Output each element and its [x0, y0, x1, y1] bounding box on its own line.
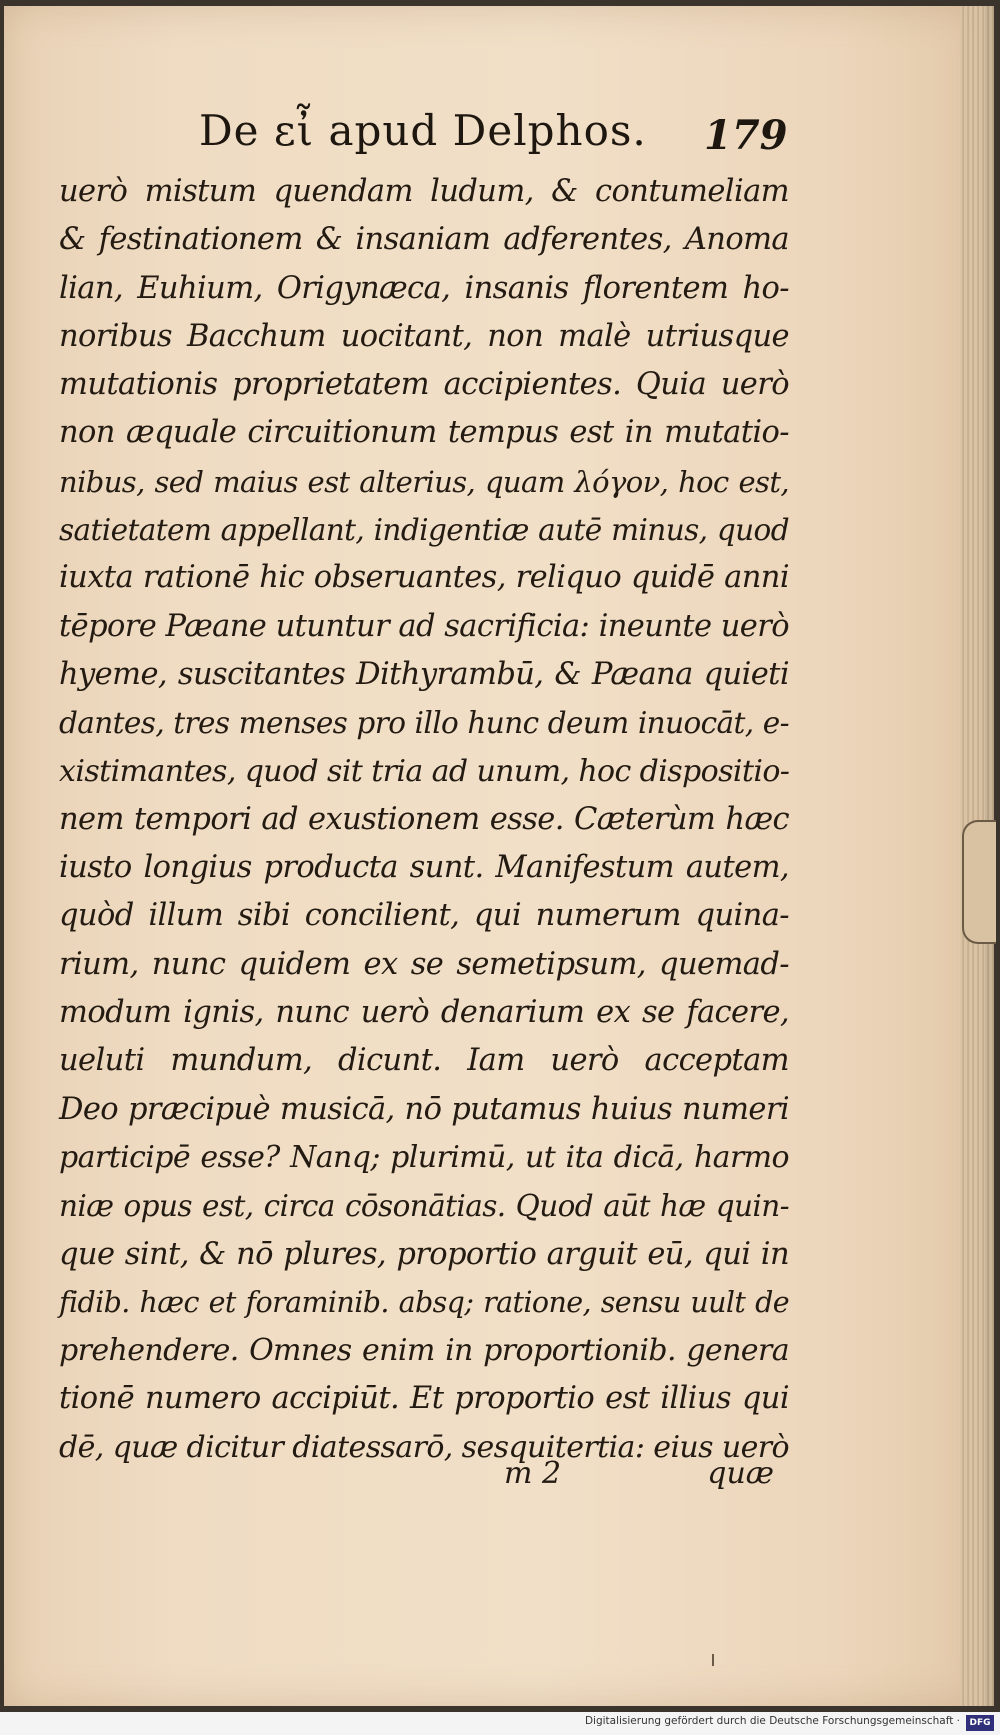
text-line: tēpore Pæane utuntur ad sacrificia: ineunte uerò	[59, 608, 789, 644]
text-line: lian, Euhium, Origynæca, insanis florentem ho-	[59, 270, 789, 306]
text-line: satietatem appellant, indigentiæ autē minus, quod	[59, 513, 789, 548]
text-line: fidib. hæc et foraminib. absq; ratione, sensu uult de	[59, 1285, 789, 1319]
text-line: iuxta rationē hic obseruantes, reliquo quidē anni	[59, 560, 789, 596]
text-line: mutationis proprietatem accipientes. Quia uerò	[59, 367, 789, 403]
page-number: 179	[704, 112, 788, 159]
text-line: xistimantes, quod sit tria ad unum, hoc dispositio-	[59, 753, 790, 789]
text-block	[59, 168, 789, 1472]
text-line: niæ opus est, circa cōsonātias. Quod aūt hæ quin-	[59, 1189, 789, 1224]
text-line: dantes, tres menses pro illo hunc deum inuocāt, e-	[59, 706, 789, 741]
text-line: quòd illum sibi concilient, qui numerum quina-	[59, 898, 789, 934]
text-line: dē, quæ dicitur diatessarō, sesquitertia: eius uerò	[59, 1429, 789, 1465]
signature-row	[504, 1456, 774, 1500]
text-line: rium, nunc quidem ex se semetipsum, quemad-	[59, 946, 789, 982]
dfg-logo: DFG	[966, 1715, 994, 1731]
signature-mark: m 2	[504, 1456, 562, 1491]
text-line: non æquale circuitionum tempus est in mutatio-	[59, 415, 789, 451]
text-line: & festinationem & insaniam adferentes, Anoma	[59, 222, 789, 258]
footer-bar	[0, 1712, 1000, 1735]
text-line: prehendere. Omnes enim in proportionib. genera	[59, 1333, 789, 1369]
text-line: que sint, & nō plures, proportio arguit eū, qui in	[59, 1236, 789, 1272]
text-line: iusto longius producta sunt. Manifestum autem,	[59, 850, 789, 886]
funding-credit: Digitalisierung gefördert durch die Deutsche Forschungsgemeinschaft ·	[584, 1715, 960, 1727]
text-line: participē esse? Nanq; plurimū, ut ita dicā, harmo	[59, 1139, 789, 1175]
text-line: Deo præcipuè musicā, nō putamus huius numeri	[59, 1091, 789, 1127]
text-line: modum ignis, nunc uerò denarium ex se facere,	[59, 995, 789, 1031]
book-page	[4, 6, 985, 1706]
text-line: uerò mistum quendam ludum, & contumeliam	[59, 174, 789, 209]
ink-speck	[712, 1654, 714, 1666]
page-tab-marker	[962, 820, 996, 944]
catchword: quæ	[707, 1456, 774, 1491]
text-line: nem tempori ad exustionem esse. Cæterùm hæc	[59, 801, 789, 837]
text-line: noribus Bacchum uocitant, non malè utriusque	[59, 318, 789, 354]
text-line: nibus, sed maius est alterius, quam λόγον, hoc est,	[59, 464, 789, 499]
text-line: ueluti mundum, dicunt. Iam uerò acceptam	[59, 1043, 789, 1079]
text-line: hyeme, suscitantes Dithyrambū, & Pæana quieti	[59, 656, 789, 692]
running-header: De εἶ apud Delphos.	[199, 106, 647, 155]
text-line: tionē numero accipiūt. Et proportio est illius qui	[59, 1381, 789, 1417]
